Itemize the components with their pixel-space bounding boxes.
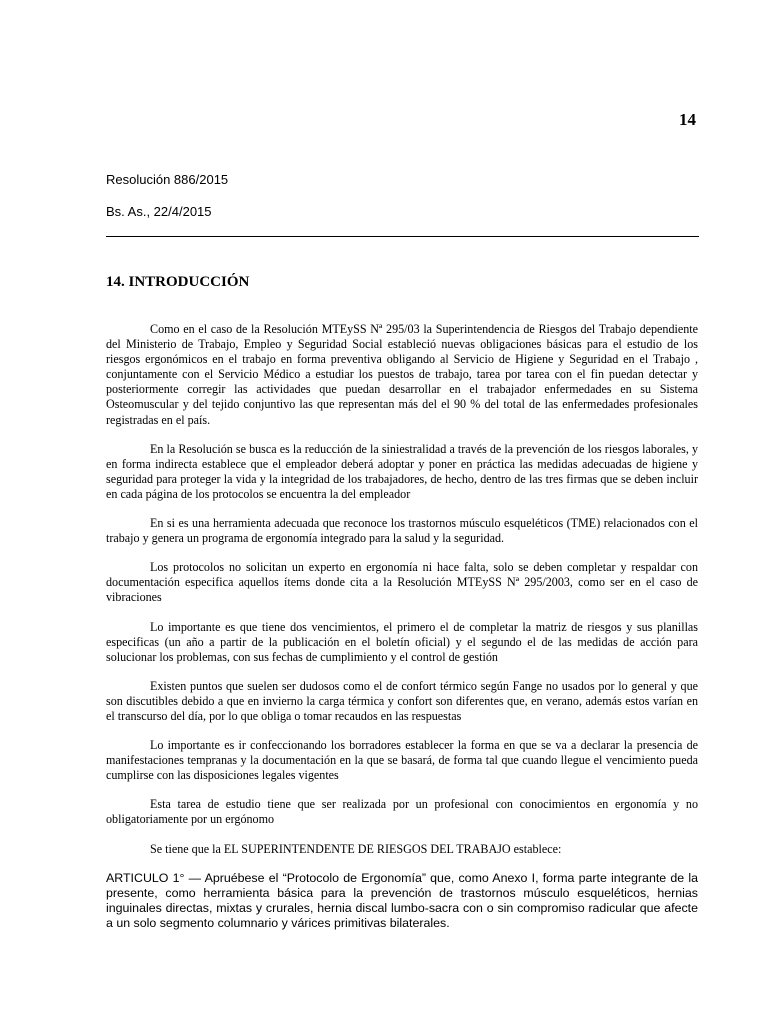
horizontal-divider xyxy=(106,236,699,237)
paragraph: Lo importante es ir confeccionando los borradores establecer la forma en que se va a declarar la presencia de manifestaciones tempranas y la documentación en la que se basará, de forma tal que cuando llegue el vencimiento pueda cumplirse con las disposiciones legales vigentes xyxy=(106,738,698,783)
paragraph: Existen puntos que suelen ser dudosos como el de confort térmico según Fange no usados por lo general y que son discutibles debido a que en invierno la carga térmica y confort son diferentes que, en verano, además estos varían en el transcurso del día, por lo que obliga o tomar recaudos en las respuestas xyxy=(106,678,698,723)
paragraph: Los protocolos no solicitan un experto en ergonomía ni hace falta, solo se deben completar y respaldar con documentación especifica aquellos ítems donde cita a la Resolución MTEySS Nª 295/2003, como ser en el caso de vibraciones xyxy=(106,560,698,605)
paragraph: Como en el caso de la Resolución MTEySS Nª 295/03 la Superintendencia de Riesgos del Trabajo dependiente del Ministerio de Trabajo, Empleo y Seguridad Social estableció nuevas obligaciones básicas para el estudio de los riesgos ergonómicos en el trabajo en forma preventiva obligando al Servicio de Higiene y Seguridad en el Trabajo , conjuntamente con el Servicio Médico a estudiar los puestos de trabajo, tarea por tarea con el fin puedan detectar y posteriormente corregir las actividades que puedan desarrollar en el trabajador enfermedades en su Sistema Osteomuscular y del tejido conjuntivo las que representan más del el 90 % del total de las enfermedades profesionales registradas en el país. xyxy=(106,322,698,427)
document-body xyxy=(106,322,698,945)
paragraph: En la Resolución se busca es la reducción de la siniestralidad a través de la prevención de los riesgos laborales, y en forma indirecta establece que el empleador deberá adoptar y poner en práctica las medidas adecuadas de higiene y seguridad para proteger la vida y la integridad de los trabajadores, de hecho, dentro de las tres firmas que se deben incluir en cada página de los protocolos se encuentra la del empleador xyxy=(106,441,698,501)
section-heading: 14. INTRODUCCIÓN xyxy=(106,274,250,290)
paragraph: Esta tarea de estudio tiene que ser realizada por un profesional con conocimientos en ergonomía y no obligatoriamente por un ergónomo xyxy=(106,797,698,827)
article-1: ARTICULO 1° — Apruébese el “Protocolo de Ergonomía” que, como Anexo I, forma parte integrante de la presente, como herramienta básica para la prevención de trastornos músculo esqueléticos, hernias inguinales directas, mixtas y crurales, hernia discal lumbo-sacra con o sin compromiso radicular que afecte a un solo segmento columnario y várices primitivas bilaterales. xyxy=(106,870,698,931)
paragraph: Lo importante es que tiene dos vencimientos, el primero el de completar la matriz de riesgos y sus planillas especificas (un año a partir de la publicación en el boletín oficial) y el segundo el de las medidas de acción para solucionar los problemas, con sus fechas de cumplimiento y el control de gestión xyxy=(106,619,698,664)
paragraph: Se tiene que la EL SUPERINTENDENTE DE RIESGOS DEL TRABAJO establece: xyxy=(150,841,562,856)
resolution-number: Resolución 886/2015 xyxy=(106,172,229,187)
paragraph: En si es una herramienta adecuada que reconoce los trastornos músculo esqueléticos (TME) relacionados con el trabajo y genera un programa de ergonomía integrado para la salud y la seguridad. xyxy=(106,516,698,546)
place-date: Bs. As., 22/4/2015 xyxy=(106,204,212,219)
page-number: 14 xyxy=(679,110,696,129)
